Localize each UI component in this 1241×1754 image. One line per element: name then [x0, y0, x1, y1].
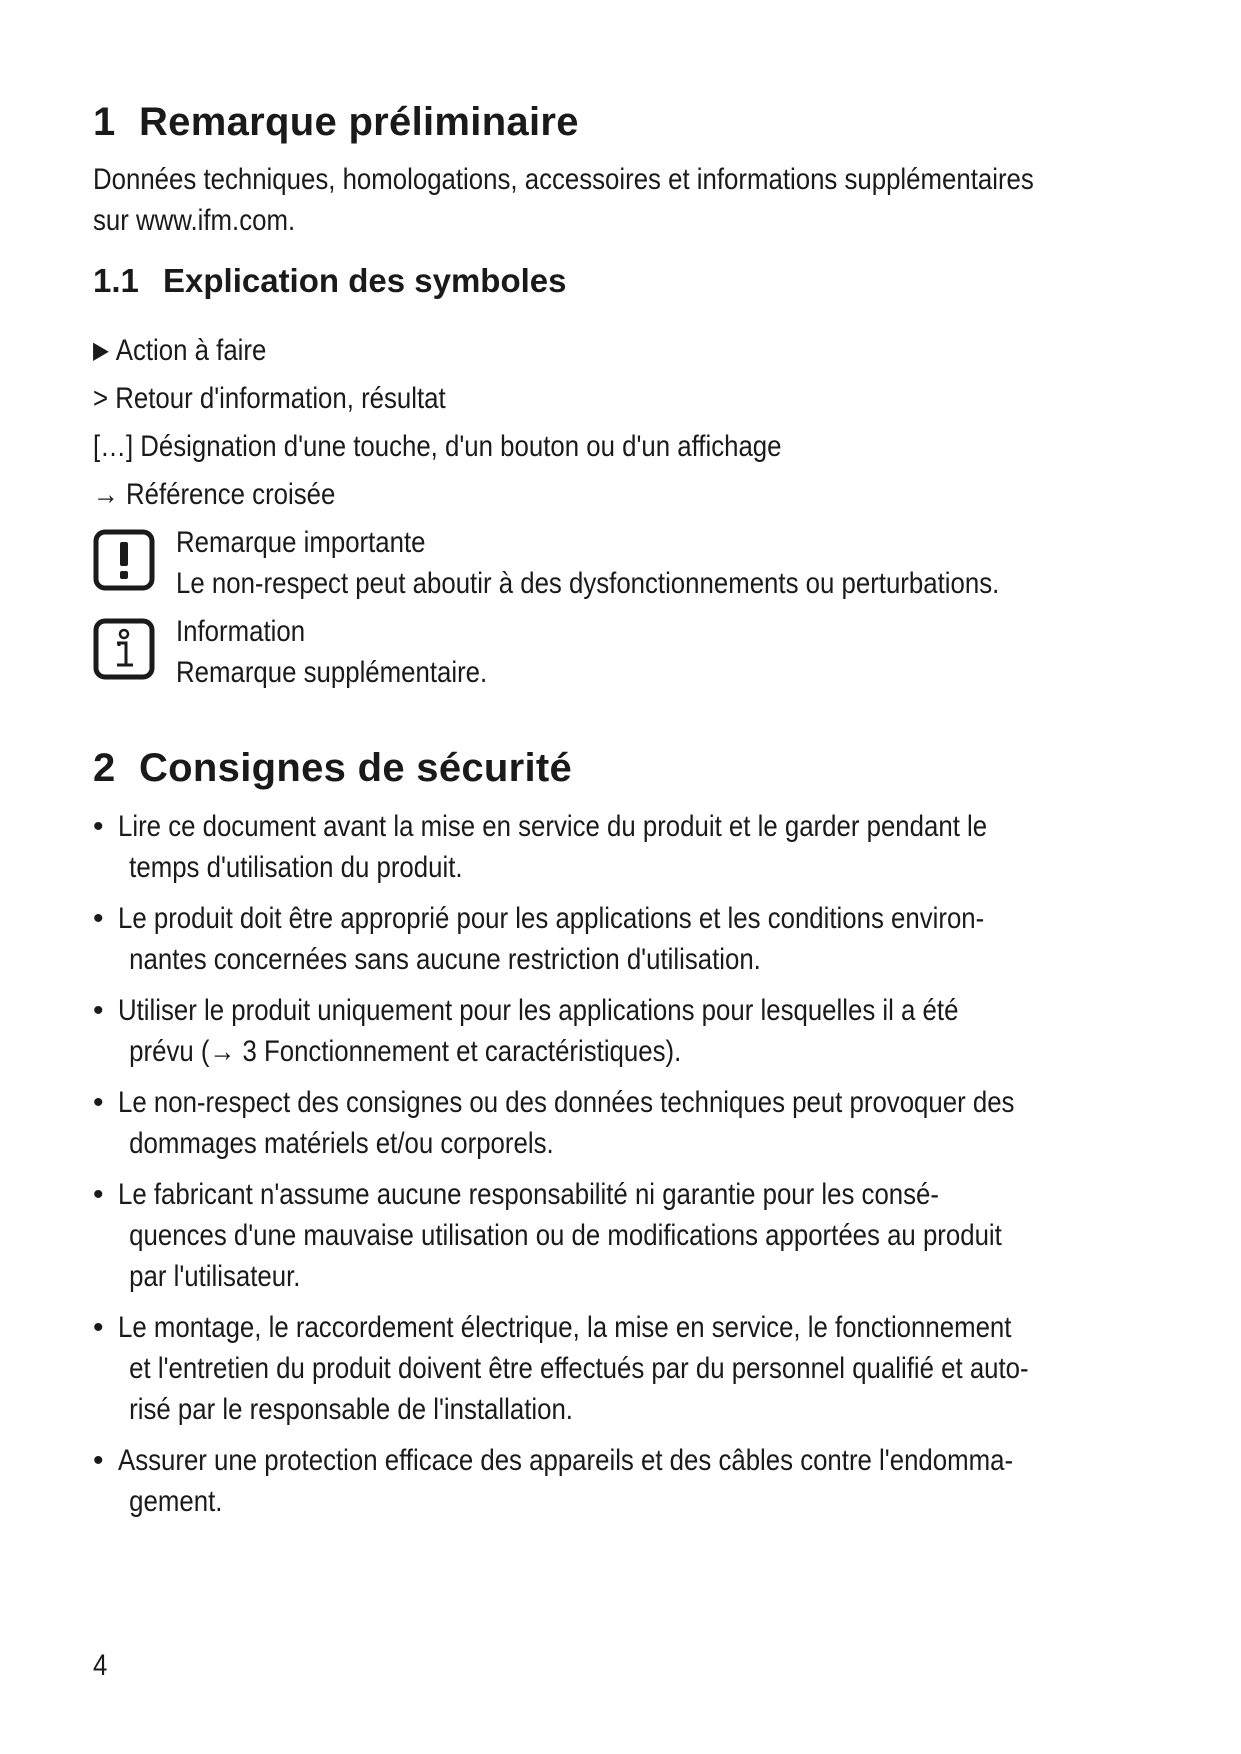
section-1-1-heading: [93, 262, 566, 300]
section-1-intro-line: sur www.ifm.com.: [93, 204, 296, 237]
list-item-line: Utiliser le produit uniquement pour les applications pour lesquelles il a été: [118, 994, 959, 1027]
cross-reference-row: → Référence croisée: [93, 478, 336, 511]
list-item-line: quences d'une mauvaise utilisation ou de modifications apportées au produit: [129, 1219, 1002, 1252]
action-symbol-row: [93, 330, 266, 371]
section-2-title: Consignes de sécurité: [139, 746, 573, 790]
list-item-line: risé par le responsable de l'installation.: [129, 1393, 573, 1426]
section-2-heading: [93, 746, 572, 791]
list-item-line: Le produit doit être approprié pour les applications et les conditions environ-: [118, 902, 985, 935]
list-item-line: Le montage, le raccordement électrique, la mise en service, le fonctionnement: [118, 1311, 1012, 1344]
important-note: [176, 522, 999, 604]
section-1-intro-line: Données techniques, homologations, accessoires et informations supplémentaires: [93, 163, 1034, 196]
bullet-icon: •: [93, 1311, 104, 1344]
information-note-title: Information: [176, 615, 306, 648]
page-number: 4: [93, 1649, 108, 1682]
list-item-line: nantes concernées sans aucune restriction d'utilisation.: [129, 943, 761, 976]
bullet-icon: •: [93, 1178, 104, 1211]
list-item-line: dommages matériels et/ou corporels.: [129, 1127, 554, 1160]
bullet-icon: •: [93, 1086, 104, 1119]
important-note-text: Le non-respect peut aboutir à des dysfonctionnements ou perturbations.: [176, 567, 1000, 600]
bullet-icon: •: [93, 810, 104, 843]
section-1-number: 1: [93, 100, 116, 144]
list-item-line: par l'utilisateur.: [129, 1260, 301, 1293]
info-icon: [93, 618, 155, 680]
section-1-1-number: 1.1: [93, 262, 139, 299]
exclamation-icon: [93, 529, 155, 591]
list-item-line: Le fabricant n'assume aucune responsabilité ni garantie pour les consé-: [118, 1178, 939, 1211]
list-item-line: Lire ce document avant la mise en service du produit et le garder pendant le: [118, 810, 988, 843]
information-note: [176, 611, 487, 693]
list-item-line: temps d'utilisation du produit.: [129, 851, 463, 884]
section-2-number: 2: [93, 746, 116, 790]
result-symbol-row: > Retour d'information, résultat: [93, 382, 446, 415]
list-item-line: prévu (→ 3 Fonctionnement et caractéristiques).: [129, 1035, 682, 1068]
bullet-icon: •: [93, 1444, 104, 1477]
list-item-line: et l'entretien du produit doivent être effectués par du personnel qualifié et auto-: [129, 1352, 1029, 1385]
bullet-icon: •: [93, 902, 104, 935]
section-1-1-title: Explication des symboles: [163, 262, 567, 299]
information-note-text: Remarque supplémentaire.: [176, 656, 488, 689]
section-1-intro: [93, 159, 1034, 241]
important-note-title: Remarque importante: [176, 526, 426, 559]
list-item-line: gement.: [129, 1485, 223, 1518]
section-1-heading: [93, 100, 579, 145]
bullet-icon: •: [93, 994, 104, 1027]
action-text: Action à faire: [115, 334, 267, 367]
list-item-line: Le non-respect des consignes ou des données techniques peut provoquer des: [118, 1086, 1015, 1119]
play-arrow-icon: ▶: [93, 337, 109, 364]
list-item-line: Assurer une protection efficace des appareils et des câbles contre l'endomma-: [118, 1444, 1014, 1477]
key-designation-row: […] Désignation d'une touche, d'un bouton ou d'un affichage: [93, 430, 782, 463]
section-1-title: Remarque préliminaire: [139, 100, 579, 144]
